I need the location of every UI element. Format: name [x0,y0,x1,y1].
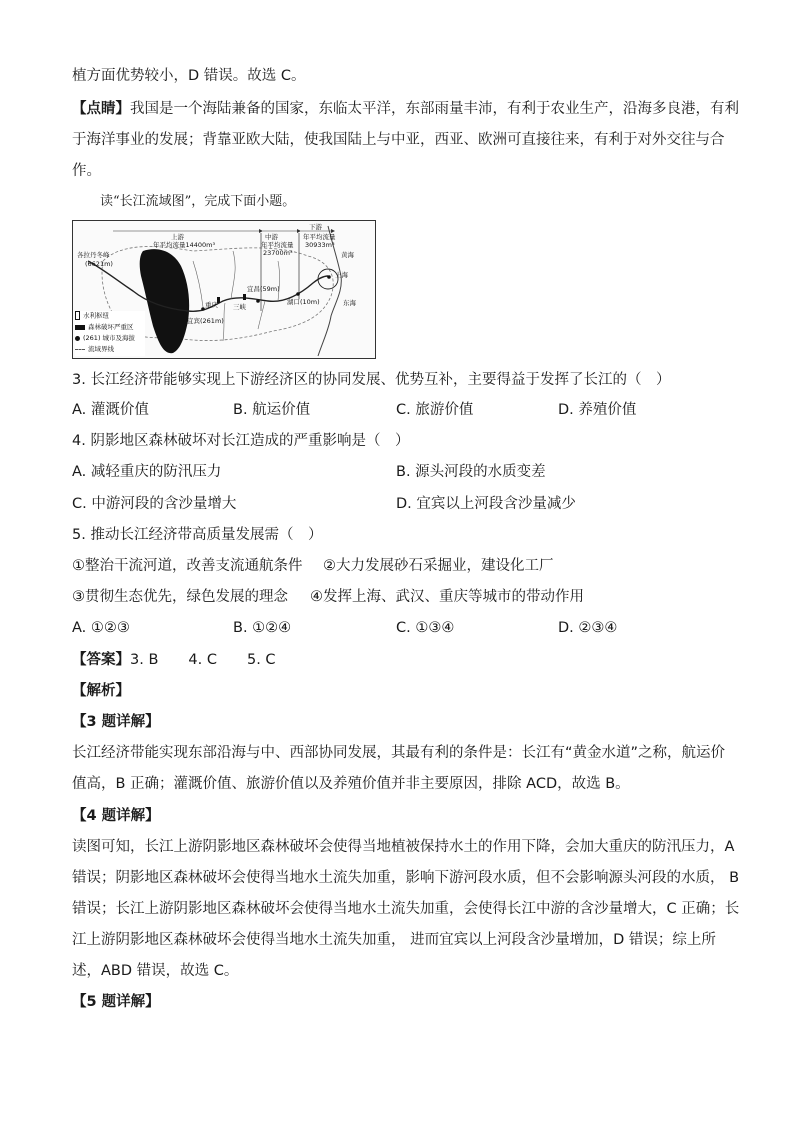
legend-item-city: (261) 城市及海拔 [75,334,145,342]
shaded-area-icon [75,325,85,330]
question-5-stem: 5. 推动长江经济带高质量发展需（ ） [72,527,323,543]
detail-3-line-1: 长江经济带能实现东部沿海与中、西部协同发展，其最有利的条件是：长江有“黄金水道”之称，航运价 [72,745,726,761]
analysis-tag: 【解析】 [72,683,130,699]
text-line: 植方面优势较小，D 错误。故选 C。 [72,68,306,84]
label-middle: 中游 [265,233,278,241]
q4-option-d: D. 宜宾以上河段含沙量减少 [396,496,576,512]
label-lower-value: 30933m³ [305,241,335,249]
q3-option-b: B. 航运价值 [233,402,311,418]
answer-4: 4. C [188,652,217,668]
label-peak: 各拉丹冬峰 [77,251,110,259]
question-3-stem: 3. 长江经济带能够实现上下游经济区的协同发展、优势互补，主要得益于发挥了长江的（ ） [72,372,671,388]
legend-item-boundary: 流域界线 [75,345,145,353]
label-donghai: 东海 [343,299,356,307]
note-paragraph [72,99,739,119]
label-lower: 下游 [309,223,322,231]
label-sanxia: 三峡 [233,303,246,311]
label-huanghai: 黄海 [341,251,354,259]
dam-icon [75,311,80,320]
q3-option-c: C. 旅游价值 [396,402,474,418]
city-dot-icon [75,336,80,341]
q5-statement-4: ④发挥上海、武汉、重庆等城市的带动作用 [310,589,584,605]
label-yichang: 宜昌(59m) [247,285,280,293]
text-line: 于海洋事业的发展；背靠亚欧大陆，使我国陆上与中亚，西亚、欧洲可直接往来，有利于对外交往与合 [72,132,725,148]
label-yibin: 宜宾(261m) [187,317,224,325]
label-middle-flow: 年平均流量 [261,241,294,249]
q5-statement-1: ①整治干流河道，改善支流通航条件 [72,558,303,574]
q4-option-c: C. 中游河段的含沙量增大 [72,496,237,512]
q5-option-c: C. ①③④ [396,620,455,636]
label-lower-flow: 年平均流量 [303,233,336,241]
q5-statement-2: ②大力发展砂石采掘业，建设化工厂 [323,558,554,574]
question-4-stem: 4. 阴影地区森林破坏对长江造成的严重影响是（ ） [72,433,410,449]
legend-item-dam: 水利枢纽 [75,311,145,320]
legend-item-forest: 森林破坏严重区 [75,323,145,331]
detail-3-tag: 【3 题详解】 [72,714,160,730]
q4-option-b: B. 源头河段的水质变差 [396,464,546,480]
answer-line [72,650,276,670]
label-upper: 上游 [171,233,184,241]
map-legend [75,311,145,356]
label-shanghai: 上海 [335,271,348,279]
answer-3: 3. B [130,652,159,668]
detail-5-tag: 【5 题详解】 [72,994,160,1010]
detail-4-line-1: 读图可知，长江上游阴影地区森林破坏会使得当地植被保持水土的作用下降，会加大重庆的防汛压力，A [72,839,735,855]
boundary-line-icon [75,349,85,350]
detail-4-line-3: 错误；长江上游阴影地区森林破坏会使得当地水土流失加重，会使得长江中游的含沙量增大，C 正确；长 [72,901,740,917]
label-middle-value: 23700m³ [263,249,293,257]
q5-option-a: A. ①②③ [72,620,130,636]
label-peak-alt: (6621m) [85,260,113,268]
q3-option-d: D. 养殖价值 [558,402,637,418]
detail-4-tag: 【4 题详解】 [72,808,160,824]
q5-option-d: D. ②③④ [558,620,618,636]
label-upper-flow: 年平均流量14400m³ [153,241,216,249]
note-tag: 【点睛】 [72,101,130,117]
q5-option-b: B. ①②④ [233,620,292,636]
label-hukou: 湖口(10m) [287,298,320,306]
text-line: 我国是一个海陆兼备的国家，东临太平洋，东部雨量丰沛，有利于农业生产，沿海多良港，有利 [130,101,739,117]
intro-text: 读“长江流域图”，完成下面小题。 [100,194,296,209]
detail-3-line-2: 值高，B 正确；灌溉价值、旅游价值以及养殖价值并非主要原因，排除 ACD，故选 B。 [72,776,630,792]
detail-4-line-5: 述，ABD 错误，故选 C。 [72,963,239,979]
answer-tag: 【答案】 [72,652,130,668]
q4-option-a: A. 减轻重庆的防汛压力 [72,464,222,480]
yangtze-basin-map [72,220,376,359]
detail-4-line-2: 错误；阴影地区森林破坏会使得当地水土流失加重，影响下游河段水质，但不会影响源头河段的水质， B [72,870,740,886]
answer-5: 5. C [246,652,276,668]
q3-option-a: A. 灌溉价值 [72,402,149,418]
text-line: 作。 [72,163,101,179]
detail-4-line-4: 江上游阴影地区森林破坏会使得当地水土流失加重， 进而宜宾以上河段含沙量增加，D 错误；综上所 [72,932,716,948]
q5-statement-3: ③贯彻生态优先，绿色发展的理念 [72,589,288,605]
label-chongqing: 重庆 [205,301,218,309]
